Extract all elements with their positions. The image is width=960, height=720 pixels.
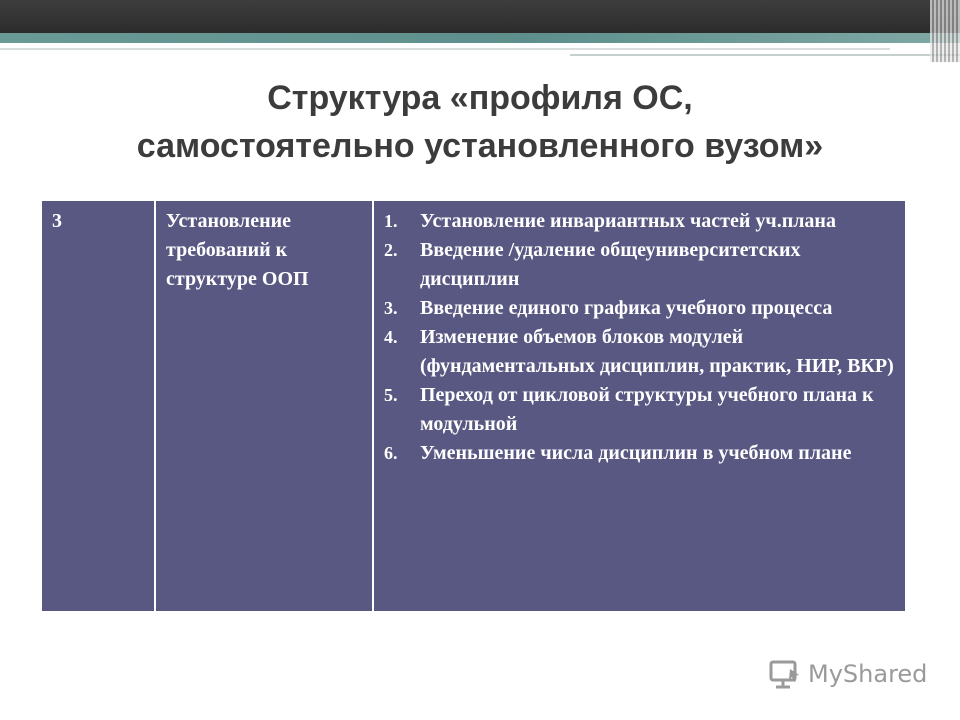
list-item [384, 207, 895, 236]
item-number: 2. [384, 240, 398, 260]
list-item [384, 323, 895, 381]
content-table [42, 201, 905, 611]
item-text: Введение единого графика учебного процесса [420, 297, 833, 319]
item-number: 5. [384, 385, 398, 405]
divider-line-secondary [570, 54, 960, 56]
slide-title [0, 74, 960, 170]
accent-stripe [0, 33, 960, 43]
item-number: 1. [384, 211, 398, 231]
item-text: Введение /удаление общеуниверситетских дисциплин [420, 239, 801, 290]
row-number-cell [42, 201, 156, 611]
item-number: 3. [384, 298, 398, 318]
item-text: Установление инвариантных частей уч.плана [420, 210, 836, 232]
row-name-cell [156, 201, 374, 611]
item-number: 4. [384, 327, 398, 347]
row-number: 3 [52, 210, 62, 232]
corner-decoration [930, 0, 960, 62]
watermark[interactable] [768, 657, 927, 691]
item-text: Переход от цикловой структуры учебного плана к модульной [420, 384, 874, 435]
title-line-2: самостоятельно установленного вузом» [136, 127, 824, 165]
top-bar [0, 0, 960, 33]
item-number: 6. [384, 443, 398, 463]
list-item [384, 236, 895, 294]
item-text: Уменьшение числа дисциплин в учебном плане [420, 442, 852, 464]
title-line-1: Структура «профиля ОС, [267, 79, 693, 117]
items-list [384, 207, 895, 468]
mouse-board-icon [768, 657, 802, 691]
list-item [384, 294, 895, 323]
item-text: Изменение объемов блоков модулей (фундаментальных дисциплин, практик, НИР, ВКР) [420, 326, 894, 377]
list-item [384, 439, 895, 468]
divider-line [0, 48, 890, 50]
row-items-cell [374, 201, 905, 611]
watermark-text: MyShared [808, 660, 928, 688]
row-name: Установление требований к структуре ООП [166, 210, 309, 290]
list-item [384, 381, 895, 439]
